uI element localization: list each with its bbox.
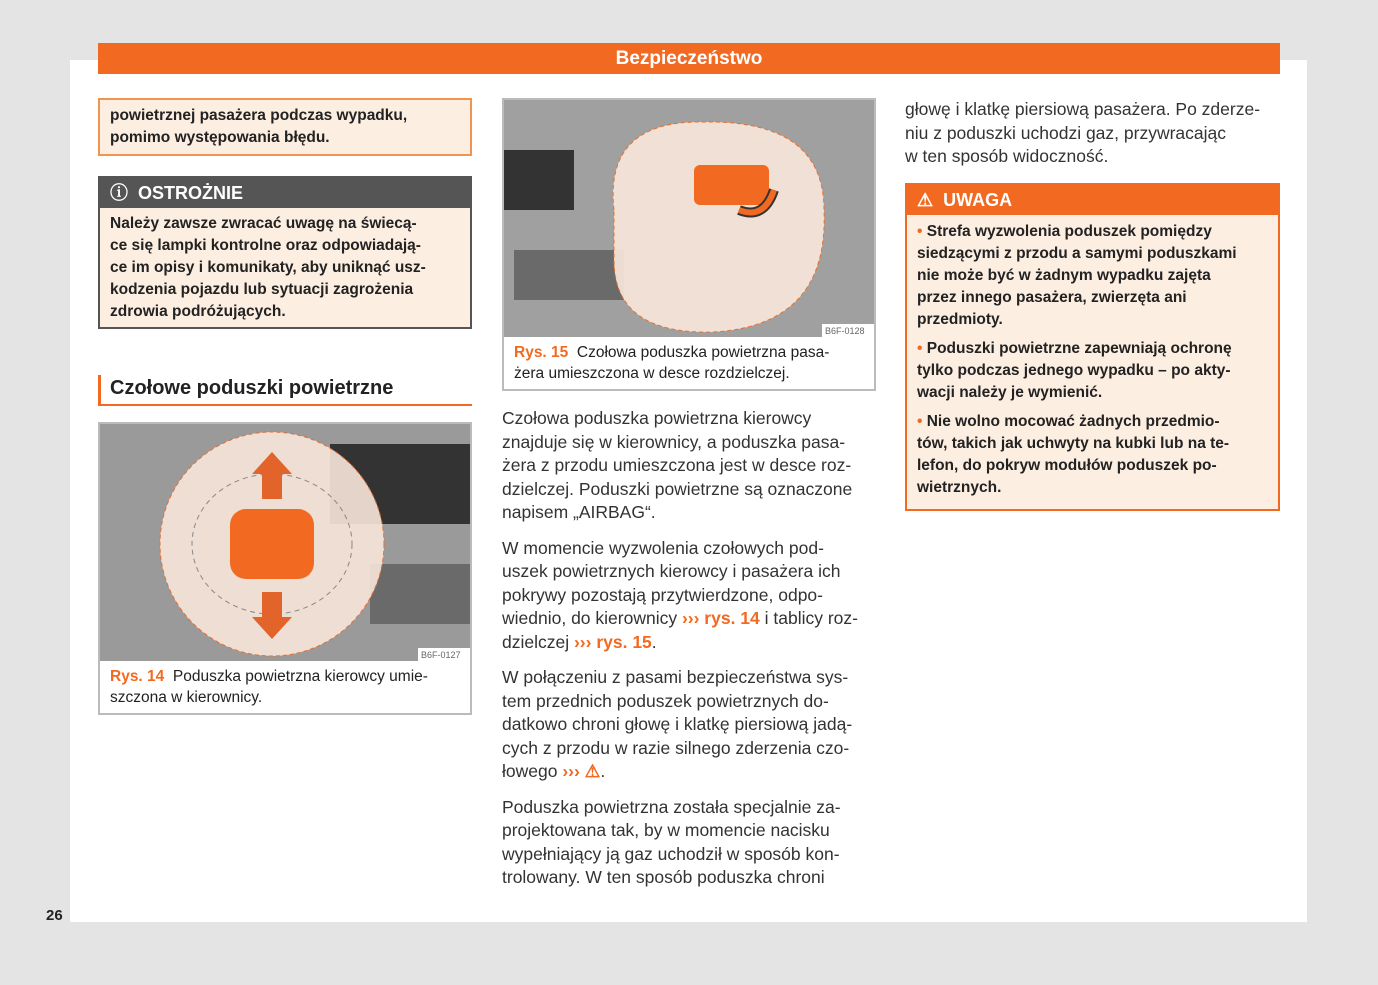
paragraph-2	[502, 537, 876, 655]
figure-15	[502, 98, 876, 391]
figure-caption	[100, 661, 470, 713]
warning-item	[917, 338, 1268, 404]
figure-link-14[interactable]: ››› rys. 14	[681, 608, 760, 628]
figure-label: Rys. 14	[110, 668, 165, 685]
warning-item	[917, 221, 1268, 331]
passenger-airbag-illustration	[504, 100, 874, 337]
warning-item	[917, 411, 1268, 499]
page-number: 26	[46, 907, 63, 924]
figure-caption	[504, 337, 874, 389]
warning-title: UWAGA	[943, 189, 1013, 210]
caption-text: Poduszka powietrzna kierowcy umie- szczona w kierownicy.	[110, 668, 428, 706]
warning-item-text: Strefa wyzwolenia poduszek pomiędzy siedzącymi z przodu a samymi poduszkami nie może być w żadnym wypadku zajęta przez innego pasażera, zwierzęta ani przedmioty.	[917, 222, 1237, 328]
paragraph-1: Czołowa poduszka powietrzna kierowcy znajduje się w kierownicy, a poduszka pasa- żera z przodu umieszczona jest w desce roz- dzielczej. Poduszki powietrzne są oznaczone napisem „AIRBAG“.	[502, 408, 853, 522]
caption-text: Czołowa poduszka powietrzna pasa- żera umieszczona w desce rozdzielczej.	[514, 344, 830, 382]
text: .	[600, 761, 606, 781]
column-2	[502, 98, 876, 890]
warning-header	[907, 185, 1278, 215]
warning-link[interactable]: ››› ⚠	[562, 761, 601, 781]
figure-label: Rys. 15	[514, 344, 569, 361]
bullet-icon: •	[917, 339, 927, 357]
column-3	[905, 98, 1280, 511]
caution-header	[100, 178, 470, 208]
section-heading: Czołowe poduszki powietrzne	[98, 375, 472, 406]
steering-wheel-airbag-illustration	[100, 424, 470, 661]
warning-item-text: Poduszki powietrzne zapewniają ochronę tylko podczas jednego wypadku – po akty- wacji należy je wymienić.	[917, 339, 1232, 401]
text: W momencie wyzwolenia czołowych pod- uszek powietrznych kierowcy i pasażera ich pokrywy pozostają przytwierdzone, odpo- wiednio, do kierownicy	[502, 537, 841, 628]
caution-text: Należy zawsze zwracać uwagę na świecą- ce się lampki kontrolne oraz odpowiadają- ce im opisy i komunikaty, aby uniknąć usz- kodzenia pojazdu lub sytuacji zagrożenia zdrowia podróżujących.	[110, 215, 426, 320]
paragraph-continued: głowę i klatkę piersiową pasażera. Po zderze- niu z poduszki uchodzi gaz, przywracając w ten sposób widoczność.	[905, 99, 1261, 166]
text: i tablicy roz- dzielczej	[502, 608, 858, 652]
paragraph-3	[502, 666, 876, 784]
figure-link-15[interactable]: ››› rys. 15	[573, 631, 652, 652]
text: .	[651, 631, 657, 652]
column-1	[98, 98, 472, 715]
bullet-icon: •	[917, 222, 927, 240]
figure-code: B6F-0128	[825, 326, 865, 336]
paragraph-4: Poduszka powietrzna została specjalnie za- projektowana tak, by w momencie nacisku wypełniający ją gaz uchodził w sposób kon- trolowany. W ten sposób poduszka chroni	[502, 796, 841, 887]
caution-box	[98, 176, 472, 329]
figure-code: B6F-0127	[421, 650, 461, 660]
bullet-icon: •	[917, 412, 927, 430]
warning-triangle-icon: ⚠	[917, 189, 934, 210]
section-header: Bezpieczeństwo	[98, 43, 1280, 74]
exclamation-circle-icon: ⓘ	[110, 183, 128, 203]
note-box: powietrznej pasażera podczas wypadku, pomimo występowania błędu.	[98, 98, 472, 156]
text: W połączeniu z pasami bezpieczeństwa sys- tem przednich poduszek powietrznych do- datkowo chroni głowę i klatkę piersiową jadą- cych z przodu w razie silnego zderzenia czo- łowego	[502, 667, 853, 781]
figure-14	[98, 422, 472, 715]
warning-box	[905, 183, 1280, 511]
caution-title: OSTROŻNIE	[138, 183, 244, 203]
warning-item-text: Nie wolno mocować żadnych przedmio- tów, takich jak uchwyty na kubki lub na te- lefon, do pokryw modułów poduszek po- wietrznych.	[917, 412, 1230, 496]
